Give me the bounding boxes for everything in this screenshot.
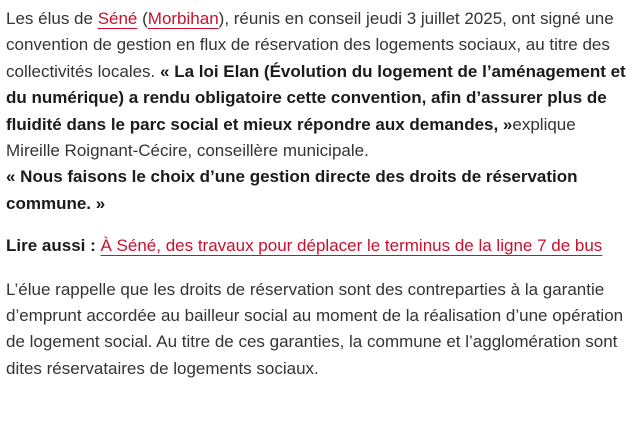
paren-open: ( <box>137 9 148 28</box>
link-morbihan[interactable]: Morbihan <box>147 9 219 28</box>
intro-text: Les élus de <box>6 9 98 28</box>
lire-aussi <box>6 233 630 259</box>
link-sene[interactable]: Séné <box>97 9 138 28</box>
lire-aussi-label: Lire aussi : <box>6 236 101 256</box>
intro-text-continued: ), réunis en conseil jeudi 3 juillet 2025, ont signé une convention de gestion en flux de réservation des logements sociaux, au titre des collectivités locales. <box>6 9 614 81</box>
paragraph-convention <box>6 6 630 217</box>
quote-loi-elan: « La loi Elan (Évolution du logement de l’aménagement et du numérique) a rendu obligatoire cette convention, afin d’assurer plus de fluidité dans le parc social et mieux répondre aux demandes, » <box>6 61 626 134</box>
quote-gestion-directe: « Nous faisons le choix d’une gestion directe des droits de réservation commune. » <box>6 167 578 213</box>
quote-attribution: explique Mireille Roignant-Cécire, conseillère municipale. <box>6 114 576 161</box>
paragraph-garanties: L’élue rappelle que les droits de réservation sont des contreparties à la garantie d’emprunt accordée au bailleur social au moment de la réalisation d’une opération de logement social. Au titre de ces garanties, la commune et l’agglomération sont dites réservataires de logements sociaux. <box>6 279 624 378</box>
lire-aussi-link[interactable]: À Séné, des travaux pour déplacer le terminus de la ligne 7 de bus <box>100 236 603 256</box>
